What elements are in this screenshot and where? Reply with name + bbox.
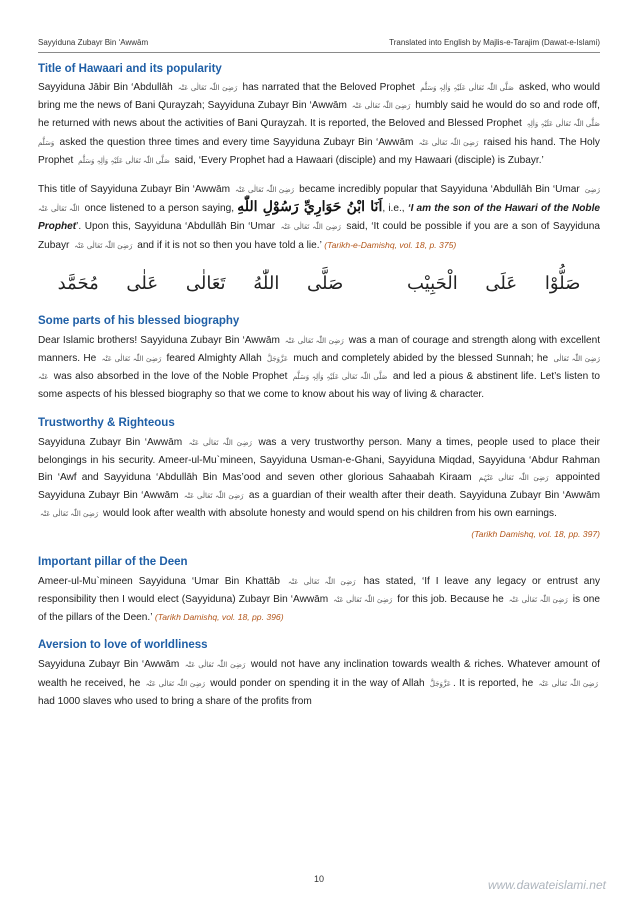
- paragraph-biography: [38, 332, 600, 404]
- text: has stated, ‘If I leave any legacy or entrust any responsibility then I would elect (Sayyiduna) Zubayr Bin ‘Awwām: [38, 575, 600, 606]
- honorific-saw: صَلَّی اللّٰہ تَعَالٰی عَلَیْہِ وَاٰلِہٖ وَسَلَّم: [292, 373, 388, 382]
- text: has narrated that the Beloved Prophet: [242, 82, 415, 93]
- honorific-saw: صَلَّی اللّٰہ تَعَالٰی عَلَیْہِ وَاٰلِہٖ وَسَلَّم: [420, 84, 514, 92]
- durood-salutation: [38, 273, 600, 294]
- reference-row: [38, 526, 600, 543]
- honorific-ra: رَضِیَ اللّٰہ تَعَالٰی عَنْہ: [145, 679, 206, 688]
- text: Ameer-ul-Mu`mineen Sayyiduna ‘Umar Bin Khattāb: [38, 575, 281, 587]
- paragraph-pillar: [38, 573, 600, 627]
- text: and led a pious & abstinent life. Let’s listen to some aspects of his blessed biography so that we come to know about his way of living & character.: [38, 371, 600, 401]
- honorific-ra: رَضِیَ اللّٰہ تَعَالٰی عَنْہ: [188, 438, 252, 447]
- text: asked the question three times and every time Sayyiduna Zubayr Bin ‘Awwām: [59, 136, 414, 148]
- honorific-azza: عَزَّوَجَلَّ: [267, 355, 289, 364]
- text: Sayyiduna Zubayr Bin ‘Awwām: [38, 436, 183, 448]
- section-title-biography: Some parts of his blessed biography: [38, 314, 240, 327]
- text: Sayyiduna Zubayr Bin ‘Awwām: [38, 659, 180, 671]
- text: once listened to a person saying,: [84, 203, 235, 215]
- website-link[interactable]: www.dawateislami.net: [487, 878, 606, 892]
- reference-citation: (Tarikh-e-Damishq, vol. 18, p. 375): [324, 239, 457, 250]
- text: would not have any inclination towards wealth & riches. Whatever amount of wealth he received, he: [38, 659, 600, 689]
- reference-citation: (Tarikh Damishq, vol. 18, pp. 396): [154, 612, 284, 623]
- text: ’. Upon this, Sayyiduna ‘Abdullāh Bin ‘Umar: [76, 221, 276, 233]
- text: was a man of courage and strength along with excellent manners. He: [38, 334, 600, 365]
- salutation-response: صَلَّى اللّٰهُ تَعَالٰى عَلٰى مُحَمَّد: [57, 272, 344, 294]
- section-title-pillar: Important pillar of the Deen: [38, 555, 188, 568]
- honorific-ra: رَضِیَ اللّٰہ تَعَالٰی عَنْہ: [418, 138, 479, 147]
- text: . It is reported, he: [452, 677, 534, 689]
- text: was a very trustworthy person. Many a times, people used to place their belongings in his security. Ameer-ul-Mu`mineen, Sayyiduna Usman-e-Ghani, Sayyiduna Miqdad, Sayyiduna ‘Abdur Rahman Bin ‘Awf and Sayyiduna ‘Abdullāh Bin Mas’ood and seven other glorious Sahaabah Kiraam: [38, 436, 601, 484]
- text: for this job. Because he: [397, 594, 504, 606]
- text: Dear Islamic brothers! Sayyiduna Zubayr Bin ‘Awwām: [38, 334, 280, 346]
- honorific-ra: رَضِیَ اللّٰہ تَعَالٰی عَنْہ: [74, 241, 133, 250]
- honorific-ra: رَضِیَ اللّٰہ تَعَالٰی عَنْہ: [280, 223, 341, 232]
- paragraph-trustworthy: [38, 434, 600, 524]
- honorific-ra: رَضِیَ اللّٰہ تَعَالٰی عَنْہ: [101, 355, 162, 364]
- text: feared Almighty Allah: [166, 353, 262, 365]
- header-translator-credit: Translated into English by Majlis-e-Tarajim (Dawat-e-Islami): [389, 38, 600, 47]
- section-title-hawaari: Title of Hawaari and its popularity: [38, 63, 222, 75]
- text: had 1000 slaves who used to bring a share of the profits from: [38, 695, 312, 707]
- honorific-azza: عَزَّوَجَلَّ: [429, 679, 451, 688]
- honorific-ra: رَضِیَ اللّٰہ تَعَالٰی عَنْہ: [284, 336, 344, 345]
- text: is one of the pillars of the Deen.’: [38, 594, 600, 624]
- salutation-call: صَلُّوْا عَلَى الْحَبِيْب: [407, 272, 581, 294]
- text: would ponder on spending it in the way of Allah: [210, 677, 425, 689]
- text: This title of Sayyiduna Zubayr Bin ‘Awwām: [38, 184, 231, 196]
- text: Sayyiduna Jābir Bin ‘Abdullāh: [38, 82, 173, 93]
- text: would look after wealth with absolute honesty and would spend on his children from his own earnings.: [102, 508, 557, 520]
- honorific-ra-plural: رَضِیَ اللّٰہ تَعَالٰی عَنْہُم: [478, 474, 549, 483]
- translated-quote: ‘I am the son of the Hawari of the Noble Prophet: [38, 203, 601, 233]
- section-title-trustworthy: Trustworthy & Righteous: [38, 416, 175, 429]
- page-number: 10: [313, 874, 324, 884]
- text: as a guardian of their wealth after their death. Sayyiduna Zubayr Bin ‘Awwām: [248, 490, 600, 502]
- honorific-ra: رَضِیَ اللّٰہ تَعَالٰی عَنْہ: [508, 596, 568, 605]
- section-title-worldliness: Aversion to love of worldliness: [38, 639, 208, 652]
- text: became incredibly popular that Sayyiduna ‘Abdullāh Bin ‘Umar: [299, 184, 580, 196]
- honorific-saw: صَلَّی اللّٰہ تَعَالٰی عَلَیْہِ وَاٰلِہٖ وَسَلَّم: [78, 156, 170, 165]
- honorific-ra: رَضِیَ اللّٰہ تَعَالٰی عَنْہ: [40, 510, 99, 519]
- honorific-ra: رَضِیَ اللّٰہ تَعَالٰی عَنْہ: [333, 596, 393, 605]
- honorific-ra: رَضِیَ اللّٰہ تَعَالٰی عَنْہ: [184, 661, 246, 670]
- arabic-quote: اَنَا ابْنُ حَوَارِيِّ رَسُوْلِ اللّٰهِ: [237, 199, 383, 216]
- honorific-ra: رَضِیَ اللّٰہ تَعَالٰی عَنْہ: [235, 186, 295, 195]
- header-divider: [38, 52, 600, 53]
- text: appointed Sayyiduna Zubayr Bin ‘Awwām: [38, 472, 600, 502]
- honorific-ra: رَضِیَ اللّٰہ تَعَالٰی عَنْہ: [351, 102, 411, 111]
- honorific-ra: رَضِیَ اللّٰہ تَعَالٰی عَنْہ: [287, 577, 356, 586]
- text: was also absorbed in the love of the Noble Prophet: [53, 371, 288, 383]
- page-body: [38, 62, 600, 710]
- paragraph-title-popularity: [38, 181, 600, 255]
- text: said, ‘It could be possible if you are a son of Sayyiduna Zubayr: [38, 221, 600, 251]
- paragraph-hawaari-narration: [38, 79, 600, 170]
- honorific-ra: رَضِیَ اللّٰہ تَعَالٰی عَنْہ: [38, 355, 600, 382]
- honorific-ra: رَضِیَ اللّٰہ تَعَالٰی عَنْہ: [183, 492, 244, 501]
- text: humbly said he would do so and rode off, he returned with news about the activities of Bani Qurayzah. It is reported, the Beloved and Blessed Prophet: [38, 100, 600, 130]
- text: asked, who would bring me the news of Bani Qurayzah; Sayyiduna Zubayr Bin ‘Awwām: [38, 82, 601, 112]
- running-header: [38, 38, 600, 52]
- header-book-title: Sayyiduna Zubayr Bin ‘Awwām: [38, 38, 149, 47]
- text: much and completely abided by the blessed Sunnah; he: [293, 353, 549, 365]
- honorific-saw: صَلَّی اللّٰہ تَعَالٰی عَلَیْہِ وَاٰلِہٖ وَسَلَّم: [38, 120, 601, 147]
- paragraph-worldliness: [38, 656, 600, 710]
- honorific-ra: رَضِیَ اللّٰہ تَعَالٰی عَنْہ: [177, 84, 238, 92]
- honorific-ra: رَضِیَ اللّٰہ تَعَالٰی عَنْہ: [38, 186, 600, 214]
- text: raised his hand. The Holy Prophet: [38, 136, 600, 166]
- text: , i.e.,: [382, 203, 405, 215]
- text: and if it is not so then you have told a lie.’: [137, 239, 322, 251]
- reference-citation: (Tarikh Damishq, vol. 18, pp. 397): [471, 528, 600, 539]
- honorific-ra: رَضِیَ اللّٰہ تَعَالٰی عَنْہ: [538, 679, 598, 688]
- text: said, ‘Every Prophet had a Hawaari (disciple) and my Hawaari (disciple) is Zubayr.’: [174, 154, 544, 166]
